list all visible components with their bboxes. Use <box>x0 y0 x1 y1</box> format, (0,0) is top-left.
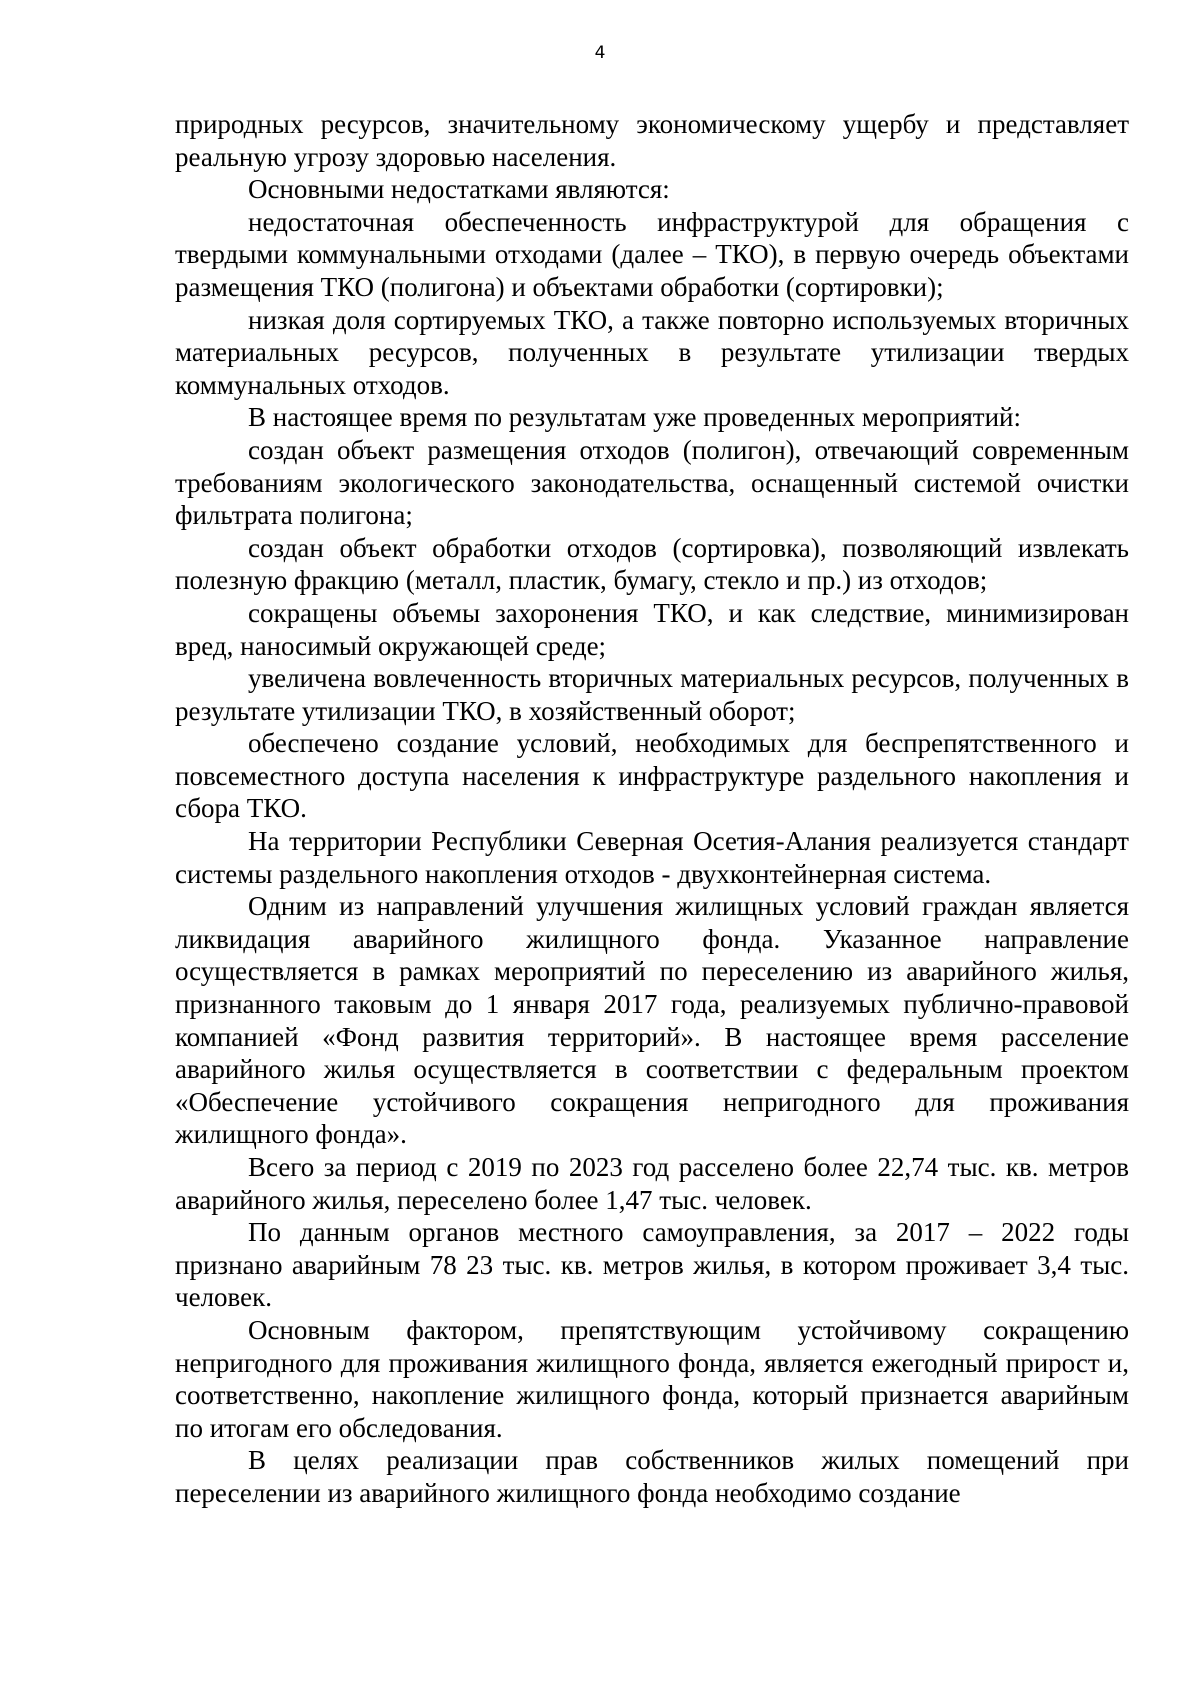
document-body <box>175 108 1129 1510</box>
paragraph: низкая доля сортируемых ТКО, а также повторно используемых вторичных материальных ресурсов, полученных в результате утилизации твердых коммунальных отходов. <box>175 304 1129 400</box>
paragraph: создан объект размещения отходов (полигон), отвечающий современным требованиям экологического законодательства, оснащенный системой очистки фильтрата полигона; <box>175 434 1129 531</box>
page-number: 4 <box>594 43 606 63</box>
paragraph: Основным фактором, препятствующим устойчивому сокращению непригодного для проживания жилищного фонда, является ежегодный прирост и, соответственно, накопление жилищного фонда, который признается аварийным по итогам его обследования. <box>175 1314 1129 1443</box>
paragraph: увеличена вовлеченность вторичных материальных ресурсов, полученных в результате утилизации ТКО, в хозяйственный оборот; <box>175 663 1129 726</box>
paragraph: По данным органов местного самоуправления, за 2017 – 2022 годы признано аварийным 78 23 тыс. кв. метров жилья, в котором проживает 3,4 тыс. человек. <box>175 1217 1129 1313</box>
paragraph: создан объект обработки отходов (сортировка), позволяющий извлекать полезную фракцию (металл, пластик, бумагу, стекло и пр.) из отходов; <box>175 532 1129 596</box>
paragraph: обеспечено создание условий, необходимых для беспрепятственного и повсеместного доступа населения к инфраструктуре раздельного накопления и сбора ТКО. <box>175 728 1129 824</box>
paragraph: Основными недостатками являются: <box>248 174 670 205</box>
paragraph: На территории Республики Северная Осетия-Алания реализуется стандарт системы раздельного накопления отходов - двухконтейнерная система. <box>175 826 1129 889</box>
paragraph: Всего за период с 2019 по 2023 год расселено более 22,74 тыс. кв. метров аварийного жилья, переселено более 1,47 тыс. человек. <box>175 1152 1129 1215</box>
paragraph: природных ресурсов, значительному экономическому ущербу и представляет реальную угрозу здоровью населения. <box>175 109 1129 172</box>
paragraph: недостаточная обеспеченность инфраструктурой для обращения с твердыми коммунальными отходами (далее – ТКО), в первую очередь объектами размещения ТКО (полигона) и объектами обработки (сортировки); <box>175 206 1129 302</box>
paragraph: В целях реализации прав собственников жилых помещений при переселении из аварийного жилищного фонда необходимо создание <box>175 1445 1129 1508</box>
paragraph: В настоящее время по результатам уже проведенных мероприятий: <box>248 402 1022 433</box>
paragraph: сокращены объемы захоронения ТКО, и как следствие, минимизирован вред, наносимый окружающей среде; <box>175 597 1129 661</box>
paragraph: Одним из направлений улучшения жилищных условий граждан является ликвидация аварийного жилищного фонда. Указанное направление осуществляется в рамках мероприятий по переселению из аварийного жилья, признанного таковым до 1 января 2017 года, реализуемых публично-правовой компанией «Фонд развития территорий». В настоящее время расселение аварийного жилья осуществляется в соответствии с федеральным проектом «Обеспечение устойчивого сокращения непригодного для проживания жилищного фонда». <box>175 891 1129 1150</box>
